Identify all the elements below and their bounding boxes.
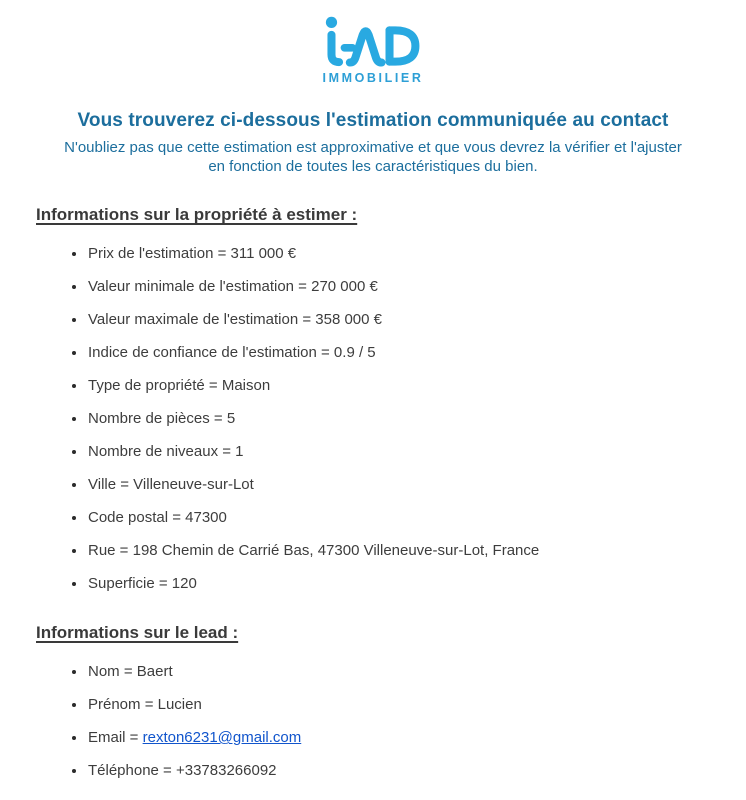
subtitle-line-1: N'oubliez pas que cette estimation est approximative et que vous devrez la vérifier et l'ajuster [64, 139, 682, 156]
property-section [36, 205, 710, 593]
property-info-list [36, 244, 710, 593]
lead-item-firstname: • Prénom = Lucien [87, 695, 710, 714]
lead-info-list [36, 662, 710, 780]
subtitle-line-2: en fonction de toutes les caractéristiques du bien. [208, 158, 538, 176]
property-item-min-value: • Valeur minimale de l'estimation = 270 000 € [87, 277, 710, 296]
email-label: Email = [88, 729, 143, 747]
property-item-max-value: • Valeur maximale de l'estimation = 358 000 € [87, 310, 710, 329]
lead-section-heading: Informations sur le lead : [36, 623, 239, 643]
page-subtitle [36, 138, 710, 176]
logo-text [373, 68, 374, 69]
property-item-price: • Prix de l'estimation = 311 000 € [87, 244, 710, 263]
property-item-city: • Ville = Villeneuve-sur-Lot [87, 475, 710, 494]
logo-subtext: IMMOBILIER [322, 71, 424, 85]
brand-header [36, 14, 710, 85]
lead-item-email [87, 728, 710, 747]
property-section-heading: Informations sur la propriété à estimer : [36, 205, 358, 225]
property-item-confidence: • Indice de confiance de l'estimation = 0.9 / 5 [87, 343, 710, 362]
email-link[interactable]: rexton6231@gmail.com [142, 729, 302, 747]
page-title: Vous trouverez ci-dessous l'estimation communiquée au contact [77, 110, 669, 131]
lead-section [36, 623, 710, 780]
iad-logo-icon [323, 16, 423, 68]
property-item-type: • Type de propriété = Maison [87, 376, 710, 395]
property-item-area: • Superficie = 120 [87, 574, 710, 593]
property-item-levels: • Nombre de niveaux = 1 [87, 442, 710, 461]
property-item-street: • Rue = 198 Chemin de Carrié Bas, 47300 Villeneuve-sur-Lot, France [87, 541, 710, 560]
lead-item-lastname: • Nom = Baert [87, 662, 710, 681]
property-item-postal-code: • Code postal = 47300 [87, 508, 710, 527]
lead-item-phone: • Téléphone = +33783266092 [87, 761, 710, 780]
property-item-rooms: • Nombre de pièces = 5 [87, 409, 710, 428]
